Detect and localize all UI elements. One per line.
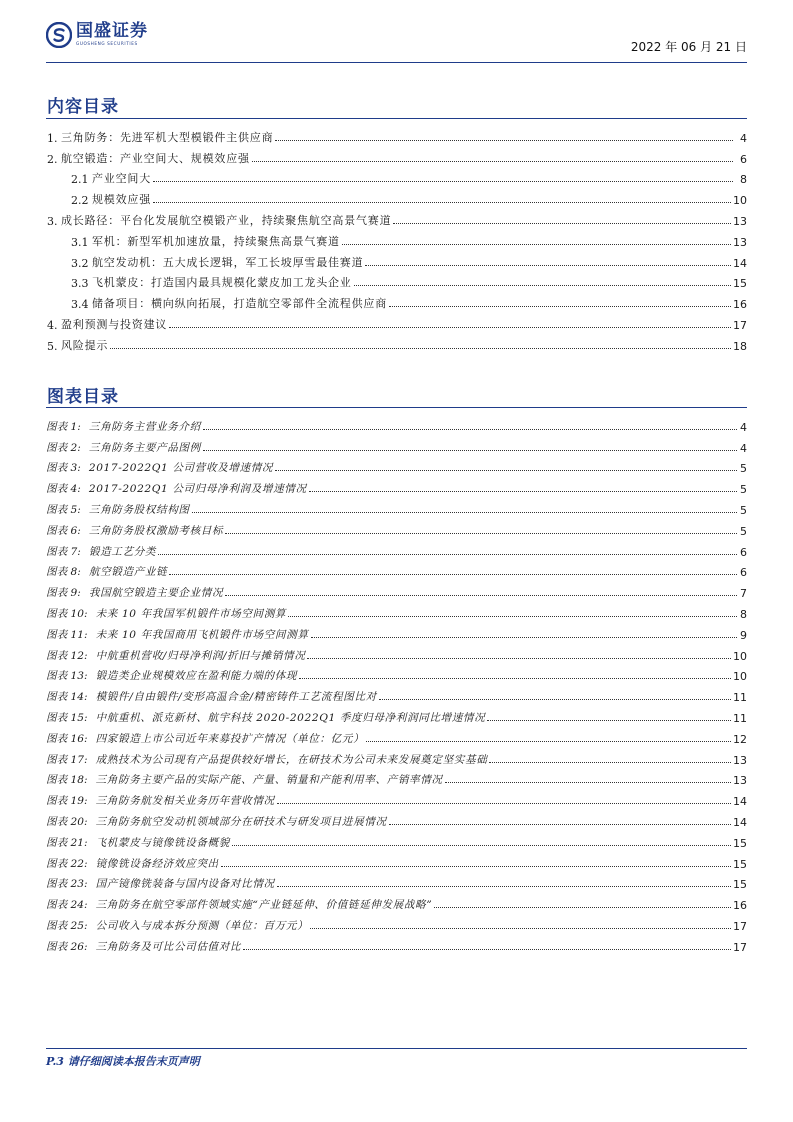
figure-label: 图表 8: bbox=[46, 566, 81, 579]
dot-leader bbox=[192, 512, 737, 513]
figure-page-number: 5 bbox=[740, 483, 747, 497]
figure-label: 图表 23: bbox=[46, 878, 88, 891]
dot-leader bbox=[169, 574, 737, 575]
figure-page-number: 13 bbox=[733, 753, 747, 767]
figure-label: 图表 1: bbox=[46, 420, 81, 433]
figure-label: 图表 14: bbox=[46, 691, 88, 704]
dot-leader bbox=[153, 181, 733, 182]
toc-number: 1. bbox=[47, 131, 61, 145]
figure-entry[interactable] bbox=[46, 600, 747, 621]
figure-title: 国产镜像铣装备与国内设备对比情况 bbox=[95, 878, 275, 891]
figure-title: 三角防务主营业务介绍 bbox=[88, 420, 201, 433]
toc-entry[interactable] bbox=[47, 145, 747, 166]
toc-entry[interactable] bbox=[71, 228, 747, 249]
dot-leader bbox=[277, 803, 731, 804]
figure-page-number: 6 bbox=[740, 545, 747, 559]
figure-title: 中航重机营收/归母净利润/折旧与摊销情况 bbox=[95, 649, 306, 662]
dot-leader bbox=[243, 949, 731, 950]
toc-number: 2.1 bbox=[71, 173, 92, 187]
figure-entry[interactable] bbox=[46, 767, 747, 788]
toc-page-number: 18 bbox=[733, 339, 747, 353]
figure-title: 2017-2022Q1 公司营收及增速情况 bbox=[88, 462, 274, 475]
dot-leader bbox=[252, 161, 733, 162]
figure-label: 图表 24: bbox=[46, 899, 88, 912]
figure-label: 图表 10: bbox=[46, 607, 88, 620]
logo-subtitle: GUOSHENG SECURITIES bbox=[76, 41, 138, 47]
contents-rule bbox=[46, 118, 747, 119]
toc-entry[interactable] bbox=[47, 124, 747, 145]
figure-entry[interactable] bbox=[46, 683, 747, 704]
toc-page-number: 17 bbox=[733, 318, 747, 332]
dot-leader bbox=[489, 762, 731, 763]
figure-label: 图表 20: bbox=[46, 815, 88, 828]
toc-title: 规模效应强 bbox=[92, 193, 151, 207]
figure-entry[interactable] bbox=[46, 455, 747, 476]
dot-leader bbox=[354, 285, 731, 286]
figure-page-number: 15 bbox=[733, 857, 747, 871]
dot-leader bbox=[221, 866, 731, 867]
dot-leader bbox=[203, 450, 737, 451]
toc-entry[interactable] bbox=[47, 311, 747, 332]
figure-page-number: 14 bbox=[733, 795, 747, 809]
toc-page-number: 8 bbox=[740, 173, 747, 187]
logo-icon bbox=[46, 22, 72, 48]
figure-entry[interactable] bbox=[46, 704, 747, 725]
figure-entry[interactable] bbox=[46, 891, 747, 912]
dot-leader bbox=[487, 720, 731, 721]
toc-page-number: 13 bbox=[733, 235, 747, 249]
toc-entry[interactable] bbox=[71, 290, 747, 311]
figure-label: 图表 26: bbox=[46, 940, 88, 953]
header-divider bbox=[46, 62, 747, 63]
figure-title: 未来 10 年我国军机锻件市场空间测算 bbox=[95, 607, 287, 620]
figure-title: 成熟技术为公司现有产品提供较好增长，在研技术为公司未来发展奠定坚实基础 bbox=[95, 753, 488, 766]
figure-page-number: 15 bbox=[733, 836, 747, 850]
figure-entry[interactable] bbox=[46, 850, 747, 871]
figure-entry[interactable] bbox=[46, 434, 747, 455]
figure-entry[interactable] bbox=[46, 725, 747, 746]
company-logo bbox=[46, 22, 148, 48]
dot-leader bbox=[310, 928, 731, 929]
figure-page-number: 15 bbox=[733, 878, 747, 892]
figure-entry[interactable] bbox=[46, 871, 747, 892]
dot-leader bbox=[299, 678, 731, 679]
figure-entry[interactable] bbox=[46, 787, 747, 808]
figure-entry[interactable] bbox=[46, 663, 747, 684]
figure-entry[interactable] bbox=[46, 829, 747, 850]
figure-page-number: 12 bbox=[733, 732, 747, 746]
figure-title: 我国航空锻造主要企业情况 bbox=[88, 587, 224, 600]
figure-label: 图表 7: bbox=[46, 545, 81, 558]
figure-entry[interactable] bbox=[46, 579, 747, 600]
figure-entry[interactable] bbox=[46, 475, 747, 496]
dot-leader bbox=[275, 140, 733, 141]
figure-label: 图表 22: bbox=[46, 857, 88, 870]
figure-entry[interactable] bbox=[46, 933, 747, 954]
figure-label: 图表 4: bbox=[46, 483, 81, 496]
figure-page-number: 14 bbox=[733, 815, 747, 829]
figure-label: 图表 15: bbox=[46, 711, 88, 724]
dot-leader bbox=[225, 533, 737, 534]
figure-entry[interactable] bbox=[46, 912, 747, 933]
toc-number: 4. bbox=[47, 318, 61, 332]
toc-number: 3.1 bbox=[71, 235, 92, 249]
dot-leader bbox=[153, 202, 731, 203]
figure-page-number: 10 bbox=[733, 670, 747, 684]
contents-title: 内容目录 bbox=[47, 97, 119, 117]
toc-page-number: 14 bbox=[733, 256, 747, 270]
figure-page-number: 10 bbox=[733, 649, 747, 663]
dot-leader bbox=[365, 265, 731, 266]
figure-entry[interactable] bbox=[46, 746, 747, 767]
figure-label: 图表 21: bbox=[46, 836, 88, 849]
dot-leader bbox=[389, 306, 731, 307]
toc-title: 储备项目：横向纵向拓展，打造航空零部件全流程供应商 bbox=[92, 297, 387, 311]
figure-label: 图表 19: bbox=[46, 795, 88, 808]
dot-leader bbox=[379, 699, 731, 700]
footer-disclaimer: P.3 请仔细阅读本报告末页声明 bbox=[46, 1055, 200, 1068]
figure-entry[interactable] bbox=[46, 496, 747, 517]
figures-title: 图表目录 bbox=[47, 387, 119, 407]
toc-entry[interactable] bbox=[71, 249, 747, 270]
dot-leader bbox=[158, 554, 737, 555]
figure-title: 四家锻造上市公司近年来募投扩产情况（单位：亿元） bbox=[95, 732, 365, 745]
figure-page-number: 5 bbox=[740, 462, 747, 476]
report-date: 2022 年 06 月 21 日 bbox=[630, 40, 747, 54]
figure-label: 图表 3: bbox=[46, 462, 81, 475]
figure-title: 三角防务航发相关业务历年营收情况 bbox=[95, 795, 275, 808]
figure-title: 三角防务及可比公司估值对比 bbox=[95, 940, 242, 953]
dot-leader bbox=[225, 595, 737, 596]
dot-leader bbox=[366, 741, 731, 742]
figure-title: 中航重机、派克新材、航宇科技 2020-2022Q1 季度归母净利润同比增速情况 bbox=[95, 711, 486, 724]
toc-number: 3.4 bbox=[71, 298, 92, 312]
figure-label: 图表 2: bbox=[46, 441, 81, 454]
toc-entry[interactable] bbox=[47, 332, 747, 353]
figure-title: 2017-2022Q1 公司归母净利润及增速情况 bbox=[88, 483, 307, 496]
figure-entry[interactable] bbox=[46, 559, 747, 580]
figure-page-number: 8 bbox=[740, 607, 747, 621]
figure-entry[interactable] bbox=[46, 808, 747, 829]
toc-title: 产业空间大 bbox=[92, 172, 151, 186]
dot-leader bbox=[342, 244, 731, 245]
figure-label: 图表 11: bbox=[46, 628, 88, 641]
figure-title: 镜像铣设备经济效应突出 bbox=[95, 857, 219, 870]
figure-page-number: 11 bbox=[733, 691, 747, 705]
logo-name: 国盛证券 bbox=[76, 21, 148, 42]
figure-title: 航空锻造产业链 bbox=[88, 566, 168, 579]
dot-leader bbox=[232, 845, 731, 846]
toc-title: 三角防务：先进军机大型模锻件主供应商 bbox=[61, 130, 274, 144]
toc-number: 3. bbox=[47, 214, 61, 228]
figure-page-number: 16 bbox=[733, 899, 747, 913]
figure-page-number: 4 bbox=[740, 420, 747, 434]
figure-title: 公司收入与成本拆分预测（单位：百万元） bbox=[95, 919, 309, 932]
figure-page-number: 5 bbox=[740, 524, 747, 538]
figure-entry[interactable] bbox=[46, 642, 747, 663]
figure-title: 模锻件/自由锻件/变形高温合金/精密铸件工艺流程图比对 bbox=[95, 691, 377, 704]
toc-entry[interactable] bbox=[71, 270, 747, 291]
dot-leader bbox=[169, 327, 731, 328]
dot-leader bbox=[288, 616, 737, 617]
figure-entry[interactable] bbox=[46, 621, 747, 642]
figure-label: 图表 6: bbox=[46, 524, 81, 537]
toc-title: 飞机蒙皮：打造国内最具规模化蒙皮加工龙头企业 bbox=[92, 276, 352, 290]
footer-divider bbox=[46, 1048, 747, 1049]
toc-title: 风险提示 bbox=[61, 338, 109, 352]
figure-title: 未来 10 年我国商用飞机锻件市场空间测算 bbox=[95, 628, 309, 641]
toc-page-number: 13 bbox=[733, 214, 747, 228]
page-header bbox=[46, 20, 747, 58]
toc-number: 2. bbox=[47, 152, 61, 166]
figure-label: 图表 5: bbox=[46, 503, 81, 516]
toc-entry[interactable] bbox=[47, 207, 747, 228]
dot-leader bbox=[445, 782, 731, 783]
toc-page-number: 4 bbox=[740, 131, 747, 145]
figure-page-number: 9 bbox=[740, 628, 747, 642]
toc-page-number: 16 bbox=[733, 298, 747, 312]
dot-leader bbox=[389, 824, 731, 825]
figure-page-number: 6 bbox=[740, 566, 747, 580]
figure-entry[interactable] bbox=[46, 413, 747, 434]
figure-label: 图表 13: bbox=[46, 670, 88, 683]
dot-leader bbox=[393, 223, 731, 224]
toc-number: 3.2 bbox=[71, 256, 92, 270]
toc-number: 5. bbox=[47, 339, 61, 353]
figure-page-number: 13 bbox=[733, 774, 747, 788]
toc-title: 航空锻造：产业空间大、规模效应强 bbox=[61, 151, 250, 165]
figures-rule bbox=[46, 407, 747, 408]
figure-label: 图表 18: bbox=[46, 774, 88, 787]
dot-leader bbox=[203, 429, 737, 430]
figure-page-number: 17 bbox=[733, 919, 747, 933]
figure-title: 三角防务主要产品图例 bbox=[88, 441, 201, 454]
figure-title: 三角防务股权激励考核目标 bbox=[88, 524, 224, 537]
figure-page-number: 5 bbox=[740, 503, 747, 517]
toc-entry[interactable] bbox=[71, 166, 747, 187]
figure-title: 三角防务在航空零部件领域实施“产业链延伸、价值链延伸发展战略” bbox=[95, 899, 433, 912]
figure-page-number: 4 bbox=[740, 441, 747, 455]
figure-entry[interactable] bbox=[46, 517, 747, 538]
dot-leader bbox=[110, 348, 731, 349]
toc-number: 3.3 bbox=[71, 277, 92, 291]
figure-title: 飞机蒙皮与镜像铣设备概貌 bbox=[95, 836, 230, 849]
figure-page-number: 17 bbox=[733, 940, 747, 954]
figure-title: 三角防务股权结构图 bbox=[88, 503, 190, 516]
toc-title: 成长路径：平台化发展航空模锻产业，持续聚焦航空高景气赛道 bbox=[61, 213, 392, 227]
dot-leader bbox=[277, 886, 731, 887]
toc-entry[interactable] bbox=[71, 186, 747, 207]
toc-number: 2.2 bbox=[71, 194, 92, 208]
toc-page-number: 10 bbox=[733, 194, 747, 208]
figure-label: 图表 12: bbox=[46, 649, 88, 662]
figure-page-number: 7 bbox=[740, 587, 747, 601]
dot-leader bbox=[311, 637, 737, 638]
figure-title: 三角防务航空发动机领域部分在研技术与研发项目进展情况 bbox=[95, 815, 387, 828]
dot-leader bbox=[307, 658, 731, 659]
figure-title: 锻造类企业规模效应在盈利能力端的体现 bbox=[95, 670, 298, 683]
toc-page-number: 15 bbox=[733, 277, 747, 291]
figure-label: 图表 17: bbox=[46, 753, 88, 766]
toc-page-number: 6 bbox=[740, 152, 747, 166]
figure-title: 锻造工艺分类 bbox=[88, 545, 157, 558]
dot-leader bbox=[434, 907, 731, 908]
figure-page-number: 11 bbox=[733, 711, 747, 725]
toc-title: 盈利预测与投资建议 bbox=[61, 317, 168, 331]
toc-title: 军机：新型军机加速放量，持续聚焦高景气赛道 bbox=[92, 234, 340, 248]
figure-label: 图表 16: bbox=[46, 732, 88, 745]
figure-label: 图表 9: bbox=[46, 587, 81, 600]
figure-entry[interactable] bbox=[46, 538, 747, 559]
figure-label: 图表 25: bbox=[46, 919, 88, 932]
dot-leader bbox=[275, 470, 737, 471]
toc-title: 航空发动机：五大成长逻辑，军工长坡厚雪最佳赛道 bbox=[92, 255, 364, 269]
figure-title: 三角防务主要产品的实际产能、产量、销量和产能利用率、产销率情况 bbox=[95, 774, 443, 787]
dot-leader bbox=[309, 491, 737, 492]
